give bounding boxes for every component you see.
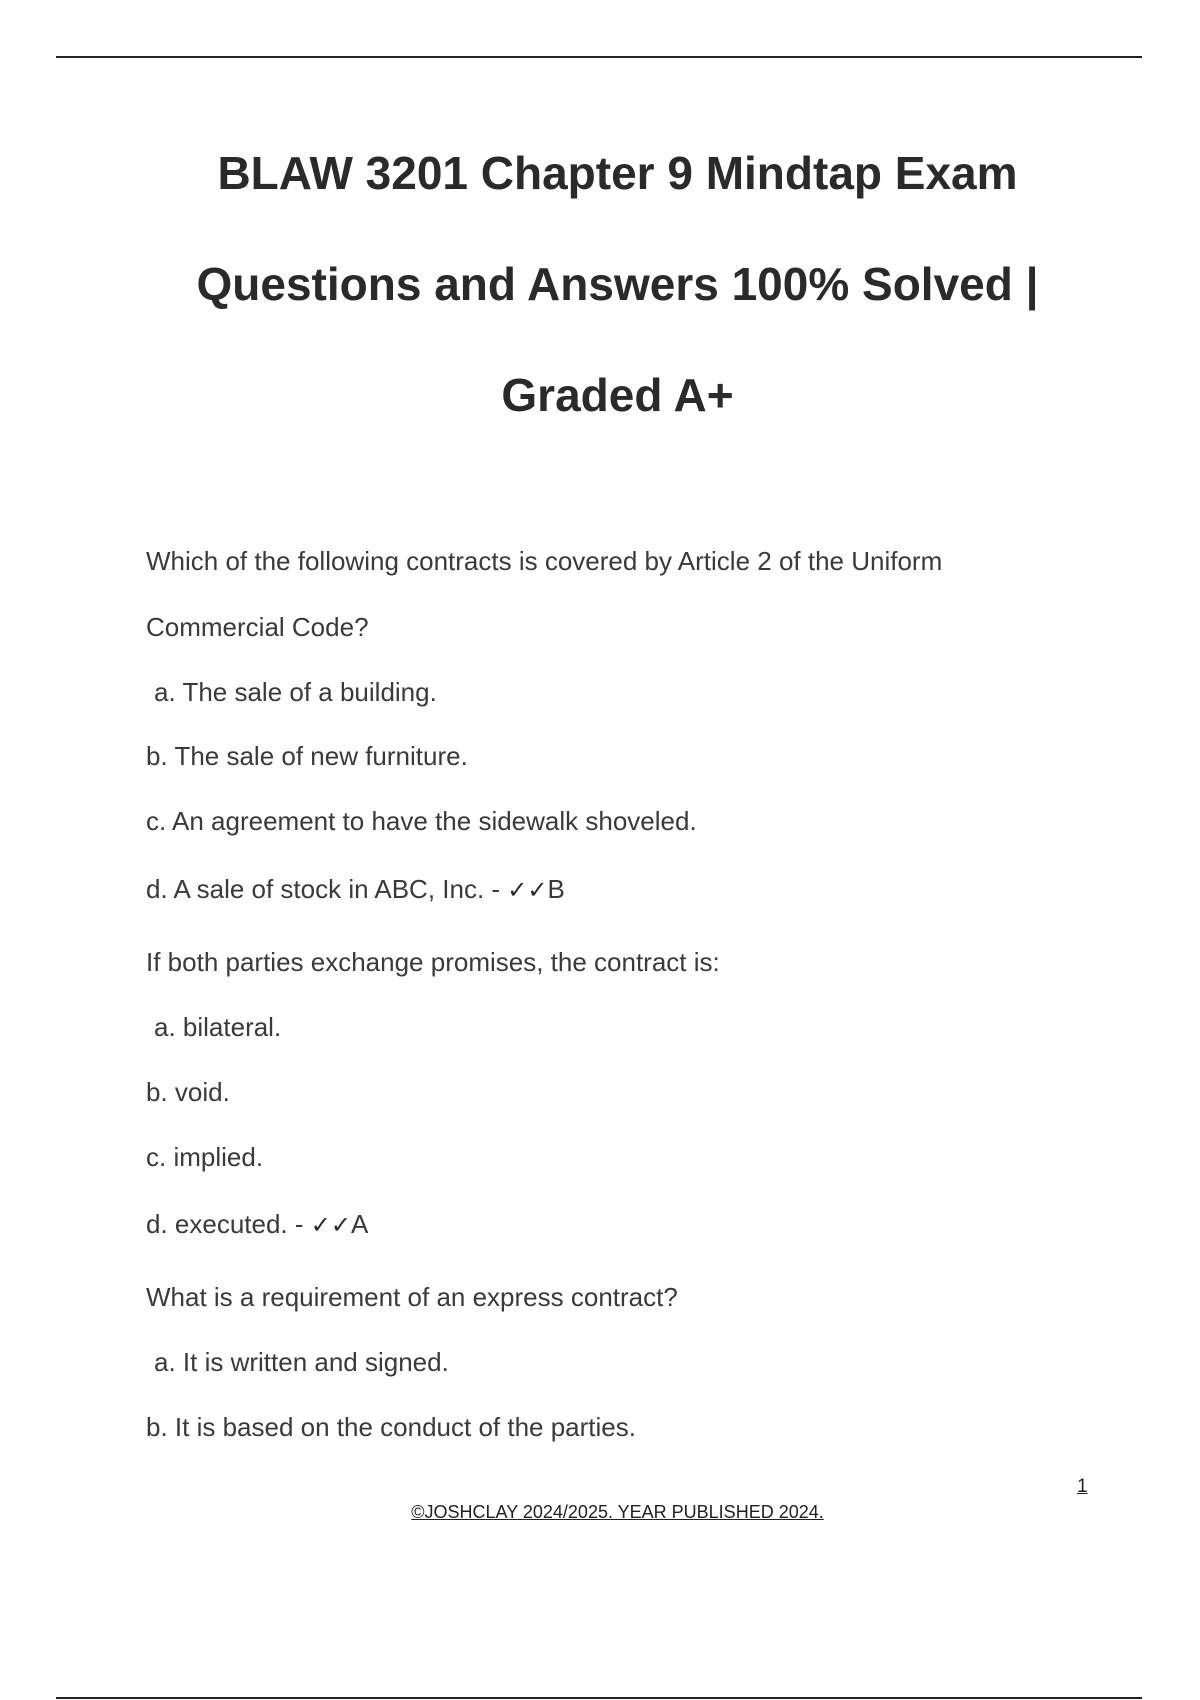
answer-check-icon: ✓✓ xyxy=(507,876,548,904)
question-2-option-a: a. bilateral. xyxy=(154,1012,282,1042)
question-1-option-b: b. The sale of new furniture. xyxy=(146,741,468,771)
question-1-option-d-text: d. A sale of stock in ABC, Inc. - xyxy=(146,874,508,904)
question-3-prompt-line-1: What is a requirement of an express contract? xyxy=(146,1282,678,1312)
question-1-prompt-line-1: Which of the following contracts is covered by Article 2 of the Uniform xyxy=(146,546,943,576)
question-2-prompt-line-1: If both parties exchange promises, the contract is: xyxy=(146,947,720,977)
question-1-option-a: a. The sale of a building. xyxy=(154,677,437,707)
question-3-option-a: a. It is written and signed. xyxy=(154,1347,449,1377)
answer-check-icon: ✓✓ xyxy=(310,1211,351,1239)
question-2-option-c: c. implied. xyxy=(146,1142,264,1172)
question-2-option-b: b. void. xyxy=(146,1077,230,1107)
question-3-option-b: b. It is based on the conduct of the parties. xyxy=(146,1412,636,1442)
question-1-option-d xyxy=(146,876,565,902)
page-number: 1 xyxy=(1077,1476,1088,1497)
question-2-option-d-text: d. executed. - xyxy=(146,1209,311,1239)
bottom-rule xyxy=(56,1697,1142,1699)
document-title-line-3: Graded A+ xyxy=(501,369,734,421)
copyright-footer: ©JOSHCLAY 2024/2025. YEAR PUBLISHED 2024. xyxy=(411,1502,824,1522)
document-title-line-2: Questions and Answers 100% Solved | xyxy=(196,258,1039,310)
question-1-prompt-line-2: Commercial Code? xyxy=(146,612,369,642)
question-2-answer: A xyxy=(350,1209,369,1239)
question-2-option-d xyxy=(146,1211,368,1237)
question-1-answer: B xyxy=(547,874,565,904)
question-1-option-c: c. An agreement to have the sidewalk shoveled. xyxy=(146,806,697,836)
top-rule xyxy=(56,56,1142,58)
document-title-line-1: BLAW 3201 Chapter 9 Mindtap Exam xyxy=(217,147,1018,199)
